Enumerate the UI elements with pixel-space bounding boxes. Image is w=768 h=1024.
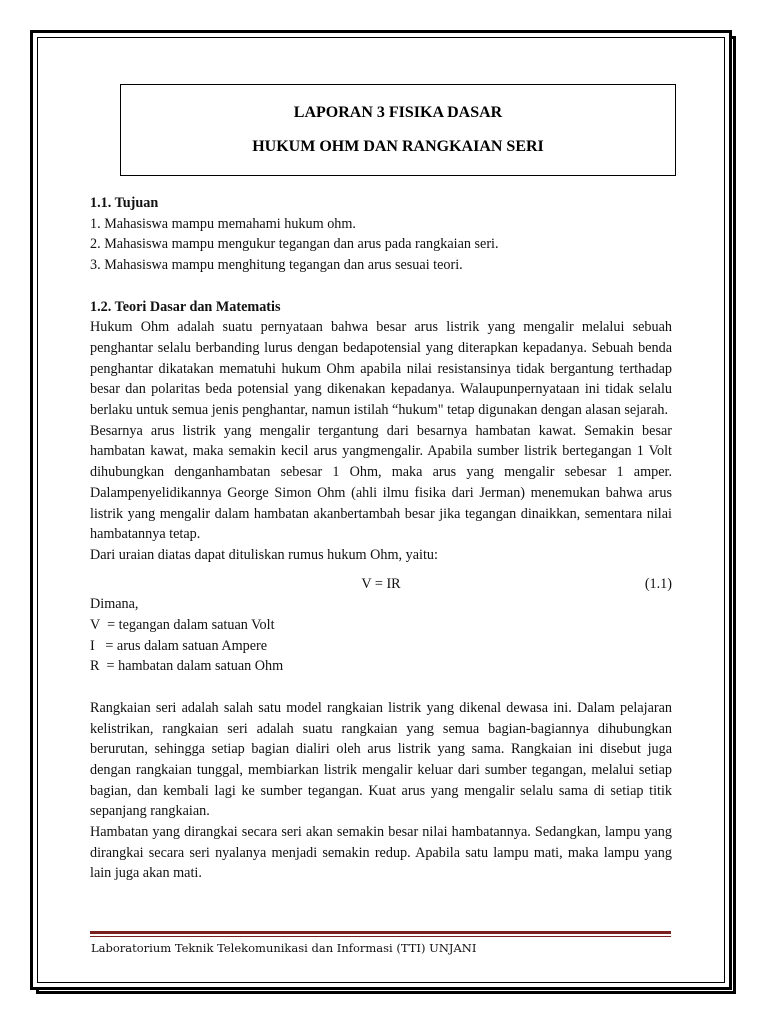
paragraph-rumus-intro: Dari uraian diatas dapat dituliskan rumus hukum Ohm, yaitu: [90,546,438,563]
footer-divider [90,931,671,934]
paragraph-rangkaian-seri: Rangkaian seri adalah salah satu model rangkaian listrik yang dikenal dewasa ini. Dalam pelajaran kelistrikan, rangkaian seri adalah suatu rangkaian yang semua bagian-bagiannya dihubungkan berurutan, sehingga setiap bagian dialiri oleh arus listrik yang sama. Rangkaian ini disebut juga dengan rangkaian tunggal, membiarkan listrik mengalir keluar dari sumber tegangan, melalui setiap bagian, dan kembali lagi ke sumber tegangan. Kuat arus yang mengalir selalu sama di setiap titik sepanjang rangkaian. [90,699,672,820]
formula: V = IR [361,575,401,592]
document-body [90,193,672,884]
paragraph-arus-listrik: Besarnya arus listrik yang mengalir tergantung dari besarnya hambatan kawat. Semakin besar hambatan kawat, maka semakin kecil arus yangmengalir. Apabila sumber listrik bertegangan 1 Volt dihubungkan denganhambatan sebesar 1 Ohm, maka arus yang mengalir sebesar 1 amper. Dalampenyelidikannya George Simon Ohm (ahli ilmu fisika dari Jerman) menemukan bahwa arus listrik yang mengalir dalam hambatan akanbertambah besar jika tegangan dinaikkan, sementara nilai hambatannya tetap. [90,422,672,543]
section-heading-tujuan: 1.1. Tujuan [90,195,159,211]
definition-r: R = hambatan dalam satuan Ohm [90,658,284,675]
definition-v: V = tegangan dalam satuan Volt [90,617,275,634]
formula-row [90,574,672,595]
report-subtitle: HUKUM OHM DAN RANGKAIAN SERI [252,138,544,155]
footer-text: Laboratorium Teknik Telekomunikasi dan Informasi (TTI) UNJANI [91,941,477,955]
objective-item: 3. Mahasiswa mampu menghitung tegangan dan arus sesuai teori. [90,257,463,274]
footer-divider-thin [90,936,671,937]
spacer [90,677,672,698]
dimana-label: Dimana, [90,596,139,613]
section-heading-teori: 1.2. Teori Dasar dan Matematis [90,298,281,315]
formula-number: (1.1) [644,575,672,592]
report-title: LAPORAN 3 FISIKA DASAR [293,104,503,121]
objective-item: 1. Mahasiswa mampu memahami hukum ohm. [90,215,356,232]
definition-i: I = arus dalam satuan Ampere [90,637,268,654]
objective-item: 2. Mahasiswa mampu mengukur tegangan dan arus pada rangkaian seri. [90,236,499,253]
paragraph-hukum-ohm: Hukum Ohm adalah suatu pernyataan bahwa besar arus listrik yang mengalir melalui sebuah penghantar selalu berbanding lurus dengan bedapotensial yang diterapkan kepadanya. Sebuah benda penghantar dikatakan mematuhi hukum Ohm apabila nilai resistansinya tidak bergantung terthadap besar dan polaritas beda potensial yang dikenakan kepadanya. Walaupunpernyataan ini tidak selalu berlaku untuk semua jenis penghantar, namun istilah “hukum" tetap digunakan dengan alasan sejarah. [90,319,672,419]
spacer [90,276,672,297]
title-box [120,84,676,176]
paragraph-hambatan-seri: Hambatan yang dirangkai secara seri akan semakin besar nilai hambatannya. Sedangkan, lampu yang dirangkai secara seri nyalanya menjadi semakin redup. Apabila satu lampu mati, maka lampu yang lain juga akan mati. [90,824,672,882]
